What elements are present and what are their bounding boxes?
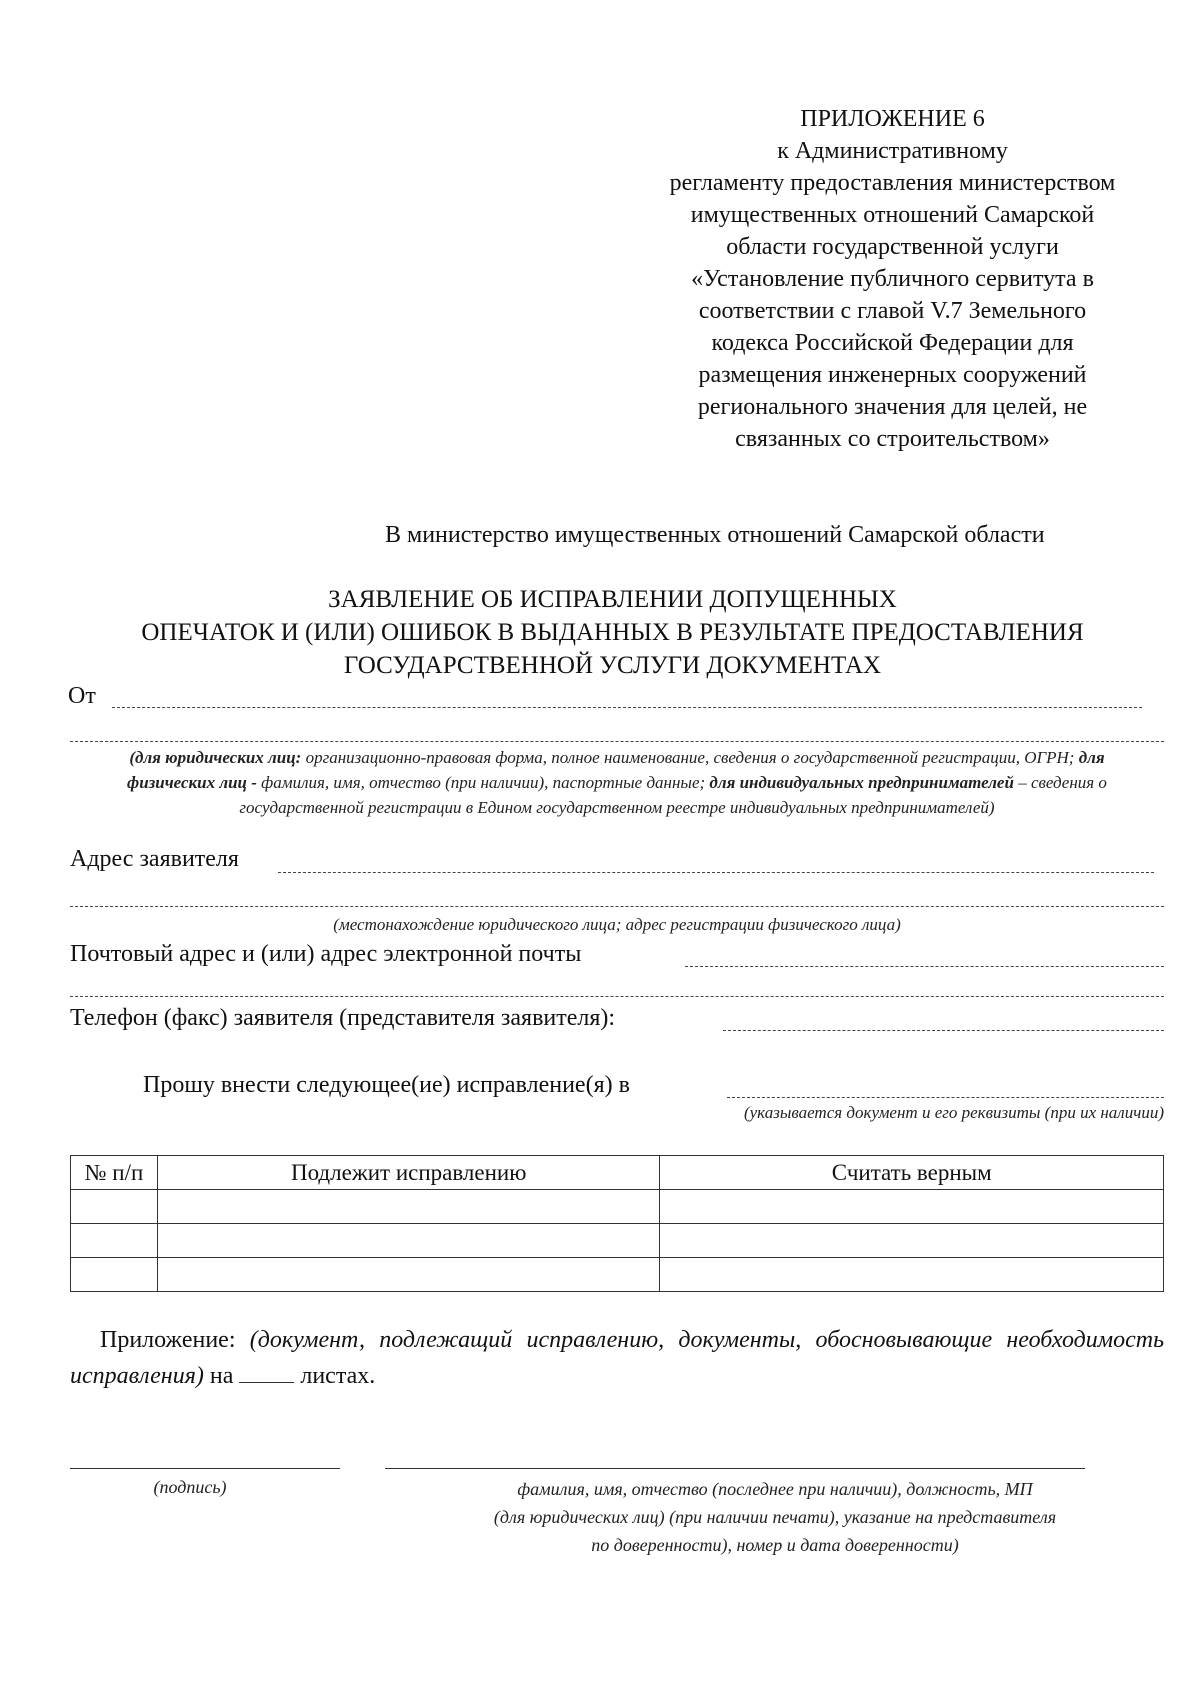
title-line: ОПЕЧАТОК И (ИЛИ) ОШИБОК В ВЫДАННЫХ В РЕЗУЛЬТАТЕ ПРЕДОСТАВЛЕНИЯ: [141, 619, 1084, 646]
name-caption-line: (для юридических лиц) (при наличии печати), указание на представителя: [493, 1507, 1057, 1527]
table-row: [71, 1190, 1164, 1224]
appendix-line: регионального значения для целей, не: [697, 394, 1088, 420]
attachment-description: (документ, подлежащий исправлению, документы, обосновывающие необходимость исправления): [70, 1327, 1164, 1389]
appendix-line: к Административному: [777, 138, 1008, 164]
title-line: ЗАЯВЛЕНИЕ ОБ ИСПРАВЛЕНИИ ДОПУЩЕННЫХ: [328, 586, 897, 613]
from-input-line[interactable]: [112, 707, 1142, 708]
table-cell[interactable]: [660, 1224, 1164, 1258]
name-caption: [385, 1475, 1165, 1559]
appendix-line: соответствии с главой V.7 Земельного: [698, 298, 1087, 324]
note-bold: (для юридических лиц:: [129, 748, 302, 767]
document-title: [60, 583, 1165, 682]
note-text: организационно-правовая форма, полное наименование, сведения о государственной регистрации, ОГРН;: [301, 748, 1075, 767]
table-row: [71, 1224, 1164, 1258]
appendix-line: ПРИЛОЖЕНИЕ 6: [800, 106, 985, 132]
table-cell[interactable]: [660, 1258, 1164, 1292]
title-line: ГОСУДАРСТВЕННОЙ УСЛУГИ ДОКУМЕНТАХ: [343, 652, 882, 679]
name-line[interactable]: [385, 1468, 1085, 1469]
postal-label: Почтовый адрес и (или) адрес электронной почты: [70, 941, 582, 967]
signature-caption: (подпись): [153, 1477, 227, 1497]
col-header-to-correct: Подлежит исправлению: [157, 1156, 660, 1190]
table-cell[interactable]: [157, 1224, 660, 1258]
request-label: Прошу внести следующее(ие) исправление(я) в: [143, 1072, 630, 1098]
table-cell[interactable]: [660, 1190, 1164, 1224]
table-cell[interactable]: [71, 1224, 158, 1258]
name-caption-line: фамилия, имя, отчество (последнее при наличии), должность, МП: [517, 1479, 1033, 1499]
from-input-line-2[interactable]: [70, 741, 1164, 742]
attachment-label: Приложение:: [100, 1327, 236, 1353]
col-header-number: № п/п: [71, 1156, 158, 1190]
table-cell[interactable]: [71, 1190, 158, 1224]
appendix-line: размещения инженерных сооружений: [698, 362, 1087, 388]
phone-input-line[interactable]: [723, 1030, 1164, 1031]
note-text: – сведения о государственной регистрации в Едином государственном реестре индивидуальных предпринимателей): [239, 773, 1107, 817]
note-bold: для индивидуальных предпринимателей: [705, 773, 1014, 792]
phone-label: Телефон (факс) заявителя (представителя заявителя):: [70, 1005, 616, 1031]
postal-input-line-2[interactable]: [70, 996, 1164, 997]
address-input-line[interactable]: [278, 872, 1154, 873]
addressee: В министерство имущественных отношений Самарской области: [385, 522, 1045, 548]
from-field-note: [92, 745, 1142, 820]
appendix-line: имущественных отношений Самарской: [690, 202, 1095, 228]
address-label: Адрес заявителя: [70, 846, 239, 872]
table-header-row: [71, 1156, 1164, 1190]
appendix-line: области государственной услуги: [726, 234, 1059, 260]
table-cell[interactable]: [71, 1258, 158, 1292]
note-bold: для физических лиц -: [127, 748, 1105, 792]
appendix-line: регламенту предоставления министерством: [669, 170, 1116, 196]
attachment-paragraph: [70, 1322, 1164, 1394]
table-row: [71, 1258, 1164, 1292]
sheets-count-input[interactable]: [239, 1362, 294, 1383]
appendix-line: связанных со строительством»: [735, 426, 1050, 452]
appendix-line: кодекса Российской Федерации для: [711, 330, 1074, 356]
attachment-on: на: [209, 1363, 234, 1389]
postal-input-line[interactable]: [685, 966, 1164, 967]
from-label: От: [68, 683, 96, 709]
table-cell[interactable]: [157, 1258, 660, 1292]
name-caption-line: по доверенности), номер и дата доверенности): [591, 1535, 959, 1555]
col-header-correct-value: Считать верным: [660, 1156, 1164, 1190]
corrections-table: [70, 1155, 1164, 1292]
address-note: (местонахождение юридического лица; адрес регистрации физического лица): [333, 915, 901, 934]
address-input-line-2[interactable]: [70, 906, 1164, 907]
request-note: (указывается документ и его реквизиты (при их наличии): [743, 1103, 1164, 1122]
signature-line[interactable]: [70, 1468, 340, 1469]
appendix-header: [620, 103, 1165, 455]
table-cell[interactable]: [157, 1190, 660, 1224]
request-input-line[interactable]: [727, 1097, 1164, 1098]
attachment-sheets: листах.: [300, 1363, 376, 1389]
appendix-line: «Установление публичного сервитута в: [691, 266, 1094, 292]
note-text: фамилия, имя, отчество (при наличии), паспортные данные;: [256, 773, 706, 792]
